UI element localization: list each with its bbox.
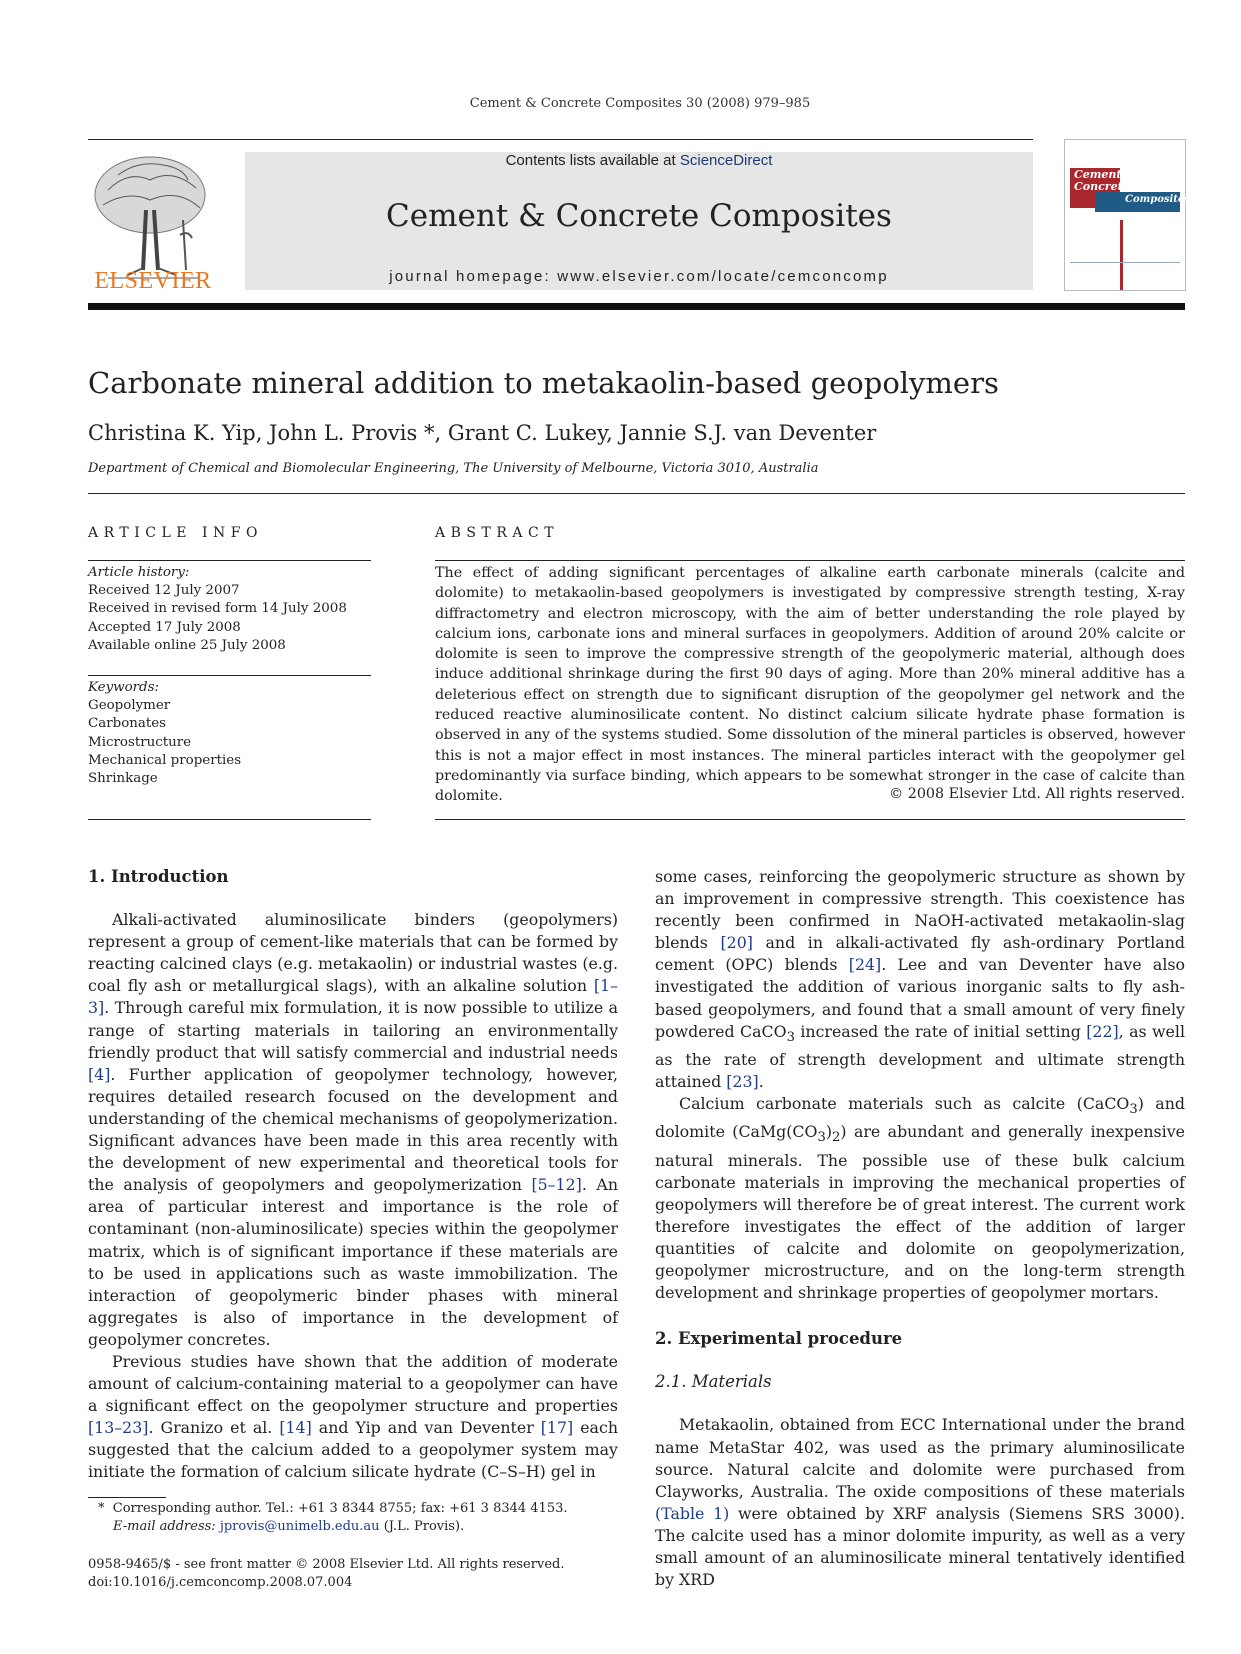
history-online: Available online 25 July 2008 xyxy=(88,637,286,653)
abstract-rule-bottom xyxy=(435,819,1185,820)
abstract-text: The effect of adding significant percentages of alkaline earth carbonate minerals (calcite and dolomite) to metakaolin-based geopolymers is investigated by compressive strength testing, X-ray diffractometry and electron microscopy, with the aim of better understanding the role played by calcium ions, carbonate ions and mineral surfaces in geopolymers. Addition of around 20% calcite or dolomite is seen to improve the compressive strength of the geopolymeric material, although does induce additional shrinkage during the first 90 days of aging. More than 20% mineral additive has a deleterious effect on strength due to significant disruption of the geopolymer gel network and the reduced reactive aluminosilicate content. No distinct calcium silicate hydrate phase formation is observed in any of the systems studied. Some dissolution of the mineral particles is observed, however this is not a major effect in most instances. The mineral particles interact with the geopolymer gel predominantly via surface binding, which appears to be somewhat stronger in the case of calcite than dolomite. xyxy=(435,565,1185,805)
journal-cover-thumbnail xyxy=(1064,139,1190,291)
keyword-item: Carbonates xyxy=(88,716,167,732)
citation-link[interactable]: [23] xyxy=(726,1072,759,1091)
article-info-heading: ARTICLE INFO xyxy=(88,525,263,541)
sciencedirect-link[interactable]: ScienceDirect xyxy=(679,152,773,169)
table-link[interactable]: (Table 1) xyxy=(655,1503,730,1523)
email-link[interactable]: jprovis@unimelb.edu.au xyxy=(219,1519,380,1535)
citation-link[interactable]: [22] xyxy=(1086,1021,1119,1041)
body-column-left xyxy=(88,866,618,1484)
publisher-wordmark: ELSEVIER xyxy=(94,268,212,294)
cover-line xyxy=(1070,262,1180,263)
issn-line: 0958-9465/$ - see front matter © 2008 Elsevier Ltd. All rights reserved. xyxy=(88,1557,565,1572)
citation-link[interactable]: [20] xyxy=(720,933,753,953)
body-column-right xyxy=(655,866,1185,1591)
keyword-item: Shrinkage xyxy=(88,771,158,787)
contents-line xyxy=(245,152,1033,169)
history-received: Received 12 July 2007 xyxy=(88,583,240,599)
paragraph: Alkali-activated aluminosilicate binders (geopolymers) represent a group of cement-like materials that can be formed by reacting calcined clays (e.g. metakaolin) or industrial wastes (e.g. coal fly ash or metallurgical slags), with an alkaline solution [1–3]. Through careful mix formulation, it is now possible to utilize a range of starting materials in tailoring an environmentally friendly product that will satisfy commercial and industrial needs [4]. Further application of geopolymer technology, however, requires detailed research focused on the development and understanding of the chemical mechanisms of geopolymerization. Significant advances have been made in this area recently with the development of new experimental and theoretical tools for the analysis of geopolymers and geopolymerization [5–12]. An area of particular interest and importance is the role of contaminant (non-aluminosilicate) species within the geopolymer matrix, which is of significant importance if these materials are to be used in applications such as waste immobilization. The interaction of geopolymeric binder phases with mineral aggregates is also of importance in the development of geopolymer concretes. xyxy=(88,910,618,1349)
journal-banner xyxy=(245,152,1033,290)
citation-link[interactable]: [17] xyxy=(540,1418,574,1438)
paragraph: Calcium carbonate materials such as calcite (CaCO$_3$) and dolomite $(CaMg(CO_3)_2)$ are abundant and generally inexpensive natural minerals. The possible use of these bulk calcium carbonate materials in improving the mechanical properties of geopolymers will therefore be of great interest. The current work therefore investigates the effect of the addition of larger quantities of calcite and dolomite on geopolymerization, geopolymer microstructure, and on the long-term strength development and shrinkage properties of geopolymer mortars. xyxy=(655,1094,1186,1303)
keyword-item: Mechanical properties xyxy=(88,752,242,768)
cover-subtitle: Composites xyxy=(1125,194,1190,205)
paragraph: some cases, reinforcing the geopolymeric structure as shown by an improvement in compressive strength. This coexistence has recently been confirmed in NaOH-activated metakaolin-slag blends [20] and in alkali-activated fly ash-ordinary Portland cement (OPC) blends [24]. Lee and van Deventer have also investigated the addition of various inorganic salts to fly ash-based geopolymers, and found that a small amount of very finely powdered CaCO$_3$ increased the rate of initial setting [22], as well as the rate of strength development and ultimate strength attained [23]. xyxy=(655,867,1186,1091)
journal-citation: Cement & Concrete Composites 30 (2008) 979–985 xyxy=(469,96,811,111)
citation-link[interactable]: [13–23] xyxy=(88,1418,149,1438)
front-matter-info xyxy=(88,1556,564,1592)
footnote-star: * xyxy=(98,1501,105,1516)
journal-homepage-link[interactable]: journal homepage: www.elsevier.com/locate/cemconcomp xyxy=(389,268,889,285)
keyword-item: Microstructure xyxy=(88,734,192,750)
history-accepted: Accepted 17 July 2008 xyxy=(88,619,241,635)
corresponding-author-footnote: * Corresponding author. Tel.: +61 3 8344 8755; fax: +61 3 8344 4153. E-mail address: jprovis@unimelb.edu.au (J.L. Provis). xyxy=(98,1501,568,1535)
paragraph: Previous studies have shown that the addition of moderate amount of calcium-containing material to a geopolymer can have a significant effect on the geopolymer structure and properties [13–23]. Granizo et al. [14] and Yip and van Deventer [17] each suggested that the calcium added to a geopolymer system may initiate the formation of calcium silicate hydrate (C–S–H) gel in xyxy=(88,1351,618,1482)
citation-link[interactable]: [4] xyxy=(88,1064,111,1084)
history-revised: Received in revised form 14 July 2008 xyxy=(88,601,347,617)
citation-link[interactable]: [5–12] xyxy=(531,1175,582,1195)
subsection-heading-materials: 2.1. Materials xyxy=(655,1372,772,1392)
header-rule xyxy=(88,139,1033,140)
keyword-item: Geopolymer xyxy=(88,698,171,714)
header-thick-rule xyxy=(88,303,1185,310)
paper-title: Carbonate mineral addition to metakaolin-based geopolymers xyxy=(88,366,999,400)
doi-line[interactable]: doi:10.1016/j.cemconcomp.2008.07.004 xyxy=(88,1575,353,1590)
keywords-block xyxy=(88,679,371,788)
citation-link[interactable]: [24] xyxy=(848,955,882,975)
contents-prefix: Contents lists available at xyxy=(505,152,680,169)
article-info-rule-top xyxy=(88,560,371,561)
article-info-rule-bottom xyxy=(88,819,371,820)
footnote-rule xyxy=(88,1497,166,1498)
journal-name: Cement & Concrete Composites xyxy=(386,198,892,234)
title-rule xyxy=(88,493,1185,494)
citation-link[interactable]: [14] xyxy=(279,1418,312,1438)
author-list: Christina K. Yip, John L. Provis *, Grant C. Lukey, Jannie S.J. van Deventer xyxy=(88,421,877,445)
article-info-rule-mid xyxy=(88,675,371,676)
paragraph: Metakaolin, obtained from ECC International under the brand name MetaStar 402, was used as the primary aluminosilicate source. Natural calcite and dolomite were purchased from Clayworks, Australia. The oxide compositions of these materials (Table 1) were obtained by XRF analysis (Siemens SRS 3000). The calcite used has a minor dolomite impurity, as well as a very small amount of an aluminosilicate mineral tentatively identified by XRD xyxy=(655,1415,1185,1590)
affiliation: Department of Chemical and Biomolecular Engineering, The University of Melbourne, Victoria 3010, Australia xyxy=(88,461,819,476)
citation-link[interactable]: [1–3] xyxy=(88,976,618,1018)
section-heading-experimental: 2. Experimental procedure xyxy=(655,1329,903,1349)
article-history xyxy=(88,564,371,655)
cover-title: Cement & Concrete xyxy=(1074,168,1136,193)
section-heading-introduction: 1. Introduction xyxy=(88,867,229,886)
abstract-rule-top xyxy=(435,560,1185,561)
abstract-heading: ABSTRACT xyxy=(435,525,560,541)
abstract-copyright: © 2008 Elsevier Ltd. All rights reserved. xyxy=(888,786,1185,802)
keywords-label: Keywords: xyxy=(88,680,160,695)
cover-red-bar xyxy=(1120,220,1123,290)
history-label: Article history: xyxy=(88,565,190,580)
